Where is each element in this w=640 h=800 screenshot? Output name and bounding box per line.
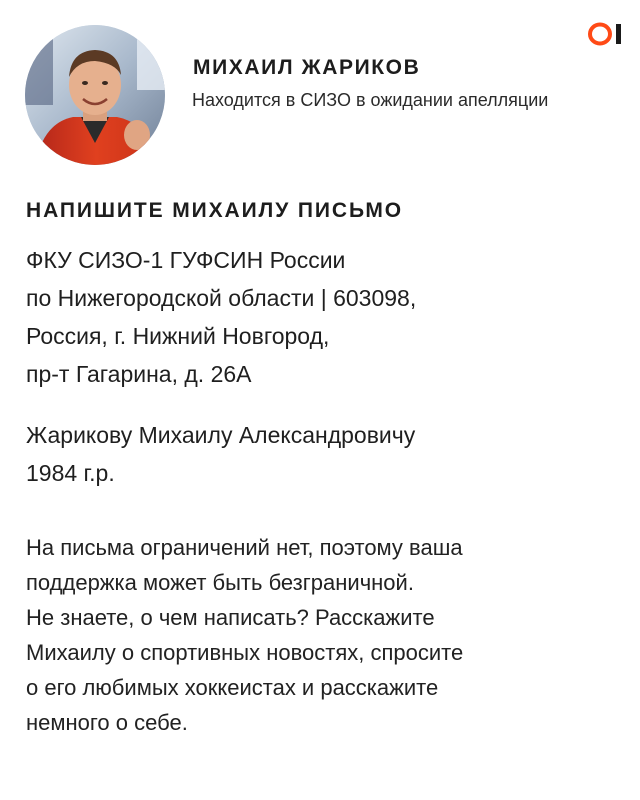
recipient-birth-year: 1984 г.р. <box>26 460 115 486</box>
address-line: по Нижегородской области | 603098, <box>26 285 417 311</box>
message-line: Михаилу о спортивных новостях, спросите <box>26 640 464 665</box>
message-paragraph <box>26 530 463 740</box>
address-line: пр-т Гагарина, д. 26А <box>26 361 252 387</box>
avatar-portrait-image <box>25 25 165 165</box>
recipient <box>26 416 415 492</box>
profile-status: Находится в СИЗО в ожидании апелляции <box>192 90 549 110</box>
message-line: немного о себе. <box>26 710 188 735</box>
publisher-logo-svg <box>588 22 630 46</box>
message-line: поддержка может быть безграничной. <box>26 570 414 595</box>
address-line: Россия, г. Нижний Новгород, <box>26 323 330 349</box>
section-title: НАПИШИТЕ МИХАИЛУ ПИСЬМО <box>26 199 404 222</box>
postal-address <box>26 241 416 393</box>
profile-name: МИХАИЛ ЖАРИКОВ <box>193 56 421 79</box>
avatar <box>25 25 165 165</box>
message-line: На письма ограничений нет, поэтому ваша <box>26 535 463 560</box>
recipient-name: Жарикову Михаилу Александровичу <box>26 422 416 448</box>
message-line: о его любимых хоккеистах и расскажите <box>26 675 439 700</box>
message-line: Не знаете, о чем написать? Расскажите <box>26 605 435 630</box>
address-line: ФКУ СИЗО-1 ГУФСИН России <box>26 247 346 273</box>
publisher-logo-icon <box>588 22 630 46</box>
